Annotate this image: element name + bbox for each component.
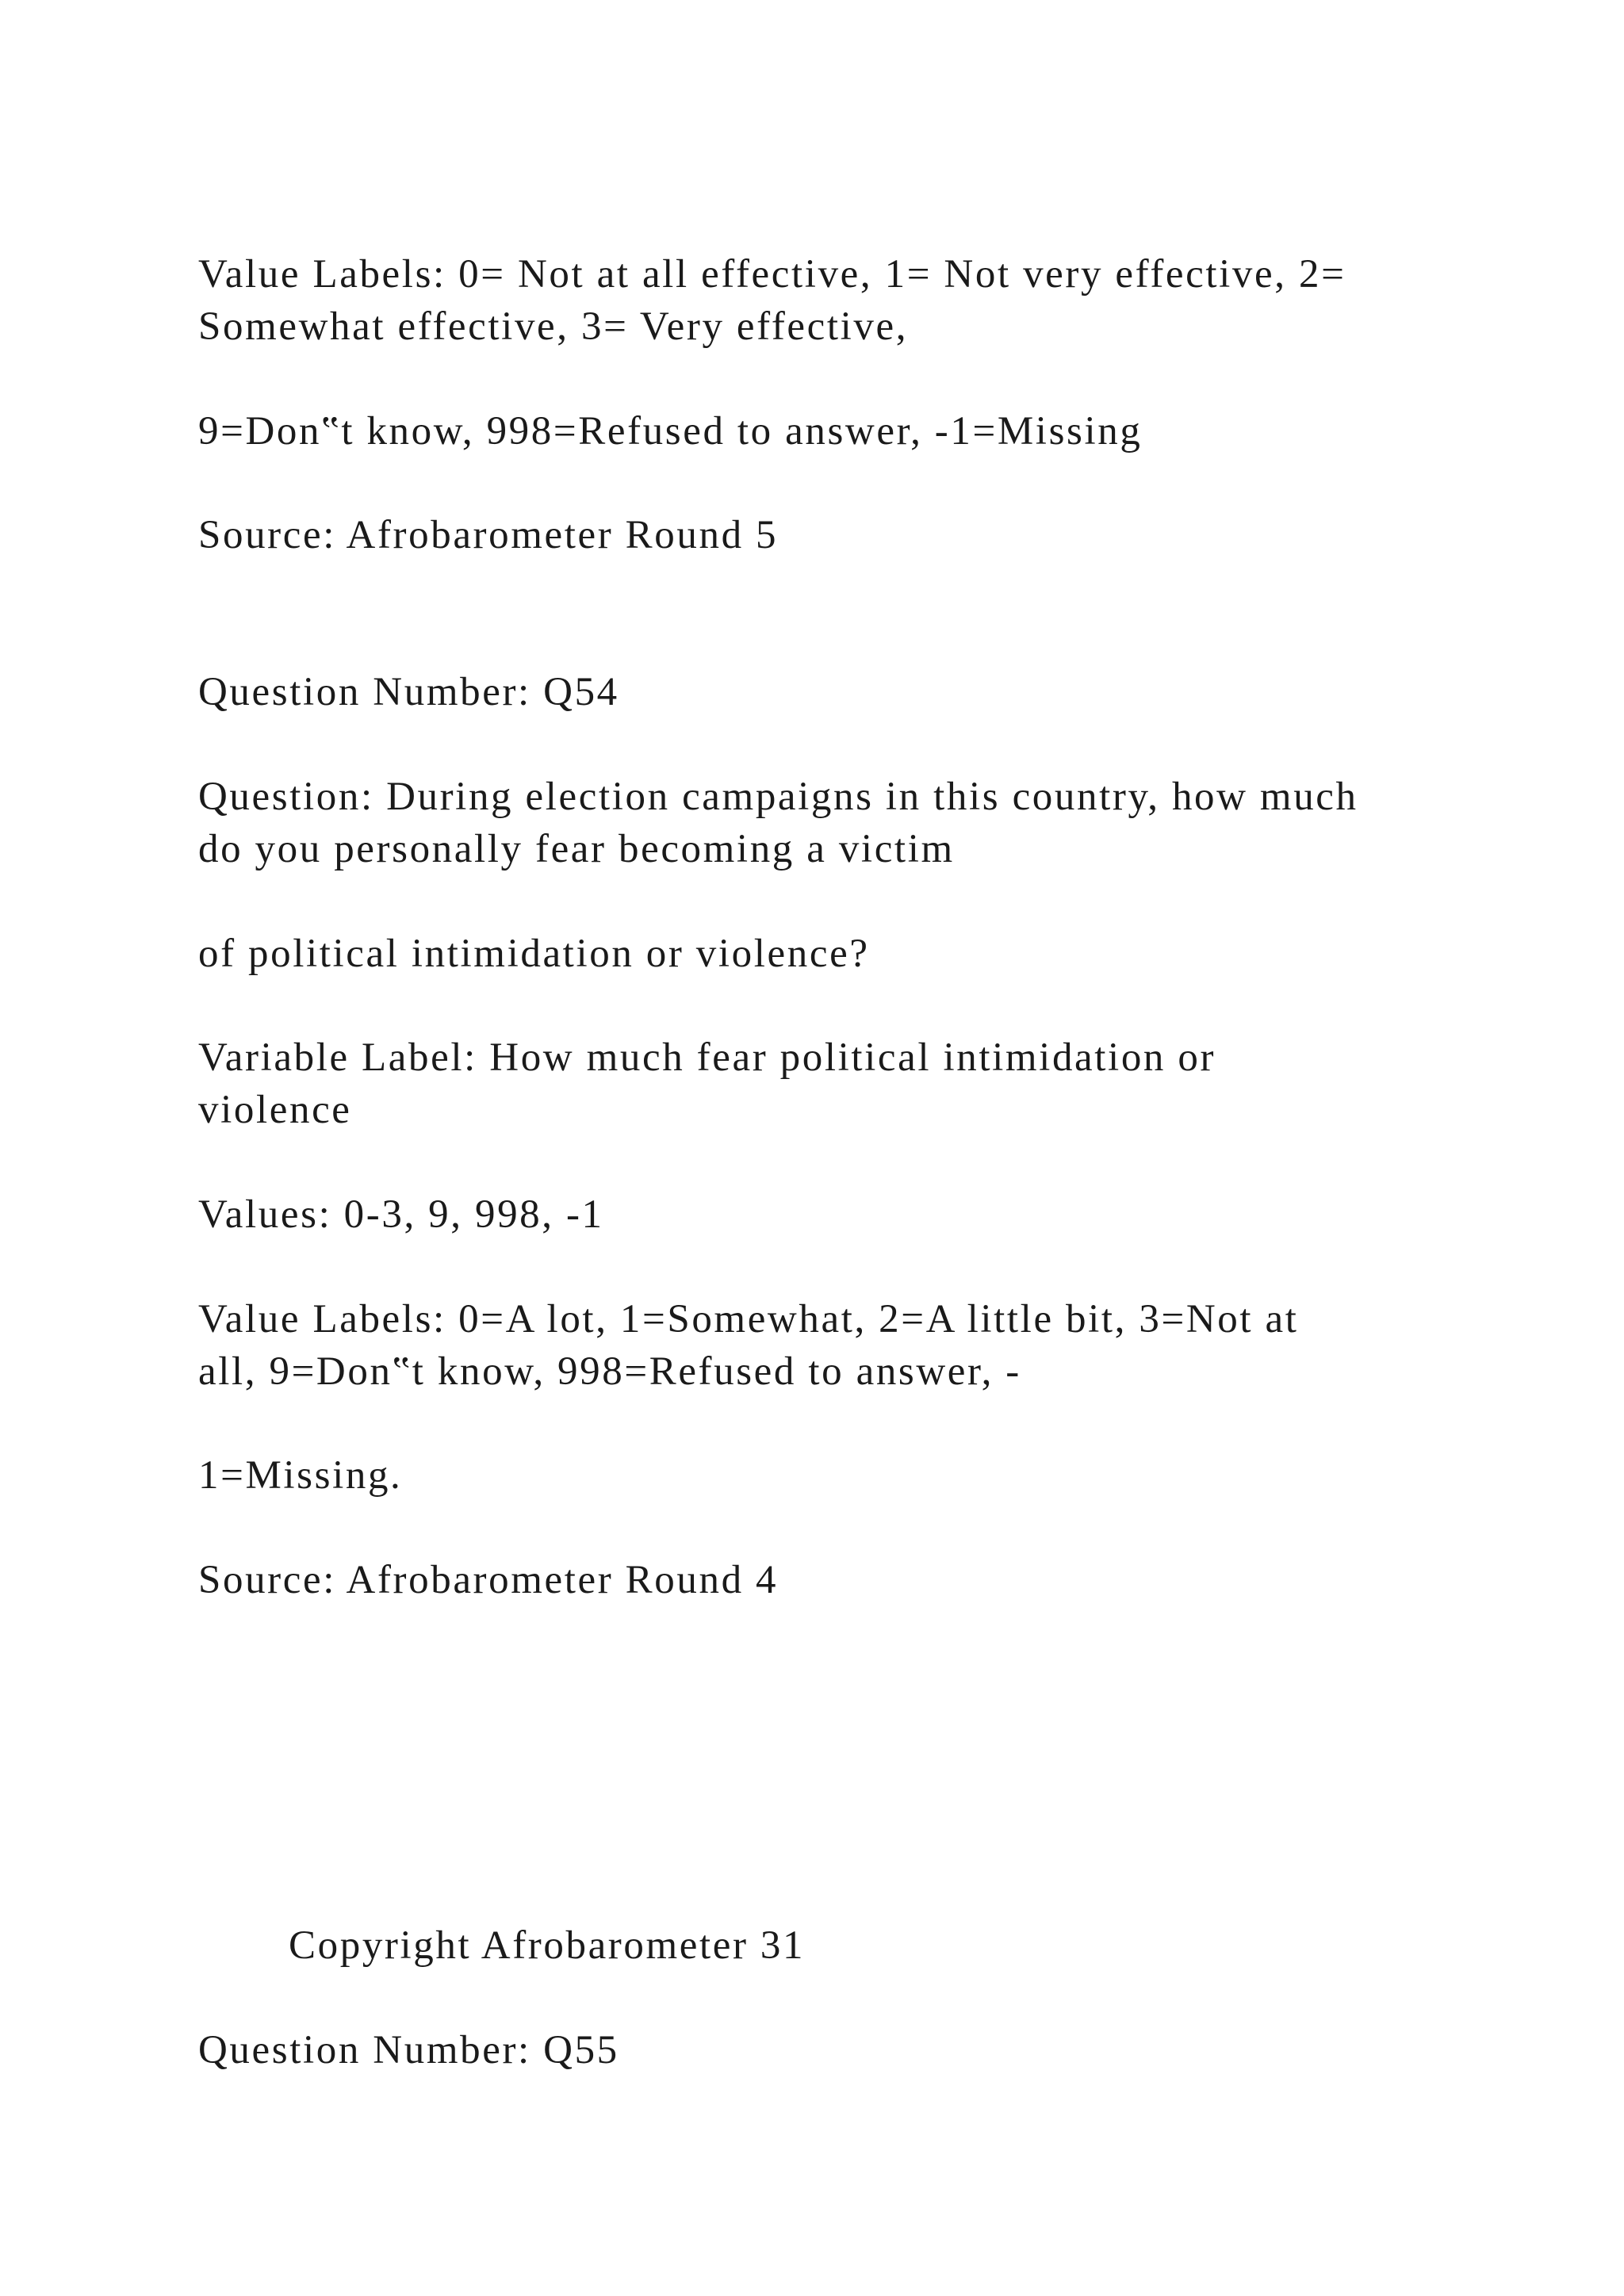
question-text-line-1: Question: During election campaigns in this country, how much [198, 775, 1358, 819]
page-footer-copyright: Copyright Afrobarometer 31 [289, 1923, 806, 1968]
q54-value-labels-line-1: Value Labels: 0=A lot, 1=Somewhat, 2=A little bit, 3=Not at [198, 1297, 1299, 1341]
q54-value-labels-line-2: all, 9=Don‟t know, 998=Refused to answer, - [198, 1349, 1021, 1394]
value-labels-line-1: Value Labels: 0= Not at all effective, 1= Not very effective, 2= [198, 252, 1346, 297]
value-labels-line-2: Somewhat effective, 3= Very effective, [198, 304, 909, 349]
variable-label-line-1: Variable Label: How much fear political intimidation or [198, 1035, 1216, 1080]
question-text-line-3: of political intimidation or violence? [198, 932, 870, 976]
variable-label-line-2: violence [198, 1088, 352, 1132]
values-line: Values: 0-3, 9, 998, -1 [198, 1192, 604, 1237]
q54-value-labels-line-3: 1=Missing. [198, 1453, 403, 1498]
question-number-q54: Question Number: Q54 [198, 670, 619, 714]
value-labels-line-3: 9=Don‟t know, 998=Refused to answer, -1=Missing [198, 409, 1143, 453]
source-round-4: Source: Afrobarometer Round 4 [198, 1558, 779, 1602]
source-round-5: Source: Afrobarometer Round 5 [198, 513, 779, 557]
question-number-q55: Question Number: Q55 [198, 2028, 619, 2072]
question-text-line-2: do you personally fear becoming a victim [198, 827, 955, 871]
